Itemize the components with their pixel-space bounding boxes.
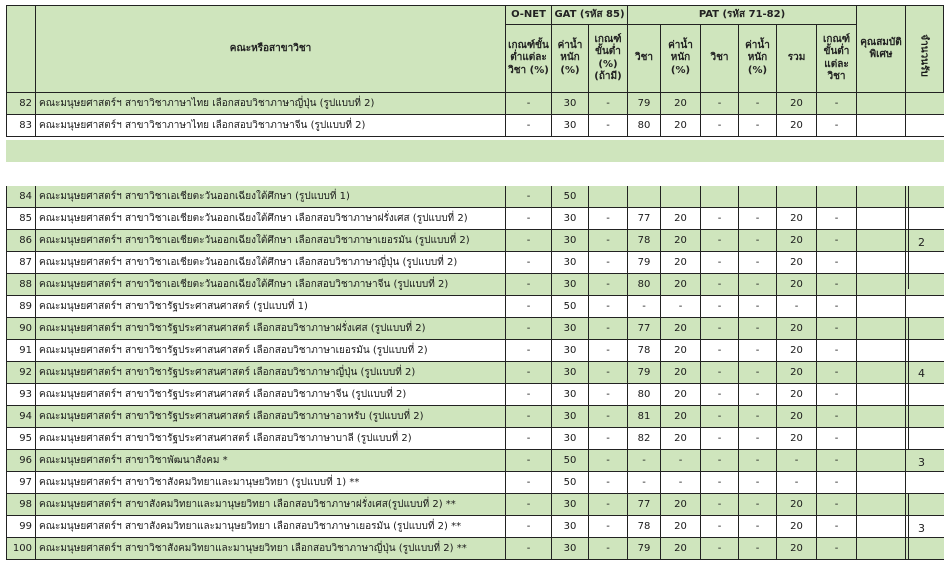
header-pat-weight1: ค่าน้ำหนัก (%) (661, 25, 701, 93)
cell-sp (857, 115, 906, 137)
cell-gw: 30 (552, 115, 589, 137)
cell-q (906, 494, 944, 516)
cell-name: คณะมนุษยศาสตร์ฯ สาขาวิชาพัฒนาสังคม * (36, 450, 506, 472)
cell-w2: - (739, 208, 777, 230)
cell-w2: - (739, 538, 777, 560)
header-faculty: คณะหรือสาขาวิชา (36, 5, 506, 93)
cell-s1: 78 (628, 516, 661, 538)
cell-w2: - (739, 340, 777, 362)
cell-sp (857, 274, 906, 296)
table-row (6, 274, 944, 296)
cell-w2 (739, 186, 777, 208)
cell-s2: - (701, 115, 739, 137)
cell-sp (857, 93, 906, 115)
cell-q (906, 186, 944, 208)
cell-name: คณะมนุษยศาสตร์ฯ สาขาวิชาเอเชียตะวันออกเฉียงใต้ศึกษา เลือกสอบวิชาภาษาฝรั่งเศส (รูปแบบที่ 2) (36, 208, 506, 230)
cell-s2: - (701, 538, 739, 560)
cell-w2: - (739, 450, 777, 472)
table-row (6, 406, 944, 428)
cell-gw: 30 (552, 230, 589, 252)
cell-no: 84 (6, 186, 36, 208)
cell-w1: - (661, 472, 701, 494)
cell-sp (857, 340, 906, 362)
cell-gw: 50 (552, 186, 589, 208)
table-row (6, 516, 944, 538)
header-gat-min: เกณฑ์ขั้นต่ำ (%) (ถ้ามี) (589, 25, 628, 93)
cell-gm: - (589, 93, 628, 115)
cell-onet: - (506, 186, 552, 208)
table-row (6, 538, 944, 560)
cell-q (906, 472, 944, 494)
cell-w1: 20 (661, 93, 701, 115)
cell-s1: 77 (628, 208, 661, 230)
header-quota-label: จำนวนรับ (918, 33, 930, 77)
cell-s2: - (701, 208, 739, 230)
cell-name: คณะมนุษยศาสตร์ฯ สาขาวิชารัฐประศาสนศาสตร์ เลือกสอบวิชาภาษาเยอรมัน (รูปแบบที่ 2) (36, 340, 506, 362)
cell-no: 93 (6, 384, 36, 406)
cell-sp (857, 516, 906, 538)
cell-tot: - (777, 472, 817, 494)
cell-s2: - (701, 252, 739, 274)
cell-sp (857, 428, 906, 450)
quota-value-2: 4 (918, 367, 925, 380)
cell-s2: - (701, 516, 739, 538)
cell-sp (857, 186, 906, 208)
cell-tot: 20 (777, 318, 817, 340)
cell-tot: 20 (777, 252, 817, 274)
cell-s2: - (701, 340, 739, 362)
cell-s2: - (701, 93, 739, 115)
quota-value-4: 3 (918, 522, 925, 535)
cell-pm: - (817, 296, 857, 318)
cell-tot: 20 (777, 340, 817, 362)
cell-w2: - (739, 494, 777, 516)
table-row (6, 208, 944, 230)
header-pat: PAT (รหัส 71-82) (628, 5, 857, 25)
cell-q (906, 93, 944, 115)
cell-w1: 20 (661, 252, 701, 274)
cell-s1: 80 (628, 274, 661, 296)
cell-no: 85 (6, 208, 36, 230)
cell-onet: - (506, 494, 552, 516)
cell-gw: 30 (552, 274, 589, 296)
cell-w2: - (739, 406, 777, 428)
cell-sp (857, 296, 906, 318)
cell-w1: - (661, 296, 701, 318)
cell-s1: 80 (628, 115, 661, 137)
cell-tot: 20 (777, 428, 817, 450)
table-row (6, 186, 944, 208)
cell-name: คณะมนุษยศาสตร์ฯ สาขาวิชาภาษาไทย เลือกสอบวิชาภาษาจีน (รูปแบบที่ 2) (36, 115, 506, 137)
cell-s1: 79 (628, 538, 661, 560)
cell-onet: - (506, 340, 552, 362)
table-row (6, 296, 944, 318)
cell-pm: - (817, 516, 857, 538)
cell-q (906, 230, 944, 252)
cell-no: 94 (6, 406, 36, 428)
cell-name: คณะมนุษยศาสตร์ฯ สาขาวิชาเอเชียตะวันออกเฉียงใต้ศึกษา เลือกสอบวิชาภาษาจีน (รูปแบบที่ 2) (36, 274, 506, 296)
cell-gw: 30 (552, 93, 589, 115)
cell-gw: 50 (552, 450, 589, 472)
cell-name: คณะมนุษยศาสตร์ฯ สาขาวิชาภาษาไทย เลือกสอบวิชาภาษาญี่ปุ่น (รูปแบบที่ 2) (36, 93, 506, 115)
cell-tot: 20 (777, 494, 817, 516)
cell-s1: 79 (628, 93, 661, 115)
cell-onet: - (506, 274, 552, 296)
cell-pm: - (817, 340, 857, 362)
cell-no: 98 (6, 494, 36, 516)
cell-s2: - (701, 450, 739, 472)
cell-gw: 30 (552, 362, 589, 384)
cell-q (906, 362, 944, 384)
cell-onet: - (506, 318, 552, 340)
header-quota-label-wrap (906, 20, 942, 90)
cell-w1: 20 (661, 406, 701, 428)
quota-bracket-4 (906, 493, 909, 559)
cell-w1: 20 (661, 340, 701, 362)
table-row (6, 472, 944, 494)
cell-w2: - (739, 252, 777, 274)
cell-w1: 20 (661, 384, 701, 406)
cell-w1: 20 (661, 428, 701, 450)
cell-gm: - (589, 115, 628, 137)
cell-gm: - (589, 450, 628, 472)
cell-w2: - (739, 516, 777, 538)
cell-name: คณะมนุษยศาสตร์ฯ สาขาวิชารัฐประศาสนศาสตร์ (รูปแบบที่ 1) (36, 296, 506, 318)
cell-s2: - (701, 362, 739, 384)
table-row (6, 384, 944, 406)
cell-gm: - (589, 208, 628, 230)
cell-q (906, 516, 944, 538)
cell-s1: 80 (628, 384, 661, 406)
cell-gm: - (589, 428, 628, 450)
cell-s1 (628, 186, 661, 208)
header-pat-weight2: ค่าน้ำหนัก (%) (739, 25, 777, 93)
cell-gm: - (589, 340, 628, 362)
cell-pm: - (817, 230, 857, 252)
cell-w2: - (739, 362, 777, 384)
cell-tot: - (777, 450, 817, 472)
cell-gm: - (589, 252, 628, 274)
cell-no: 96 (6, 450, 36, 472)
cell-no: 86 (6, 230, 36, 252)
header-special: คุณสมบัติพิเศษ (857, 5, 906, 93)
cell-pm: - (817, 384, 857, 406)
cell-onet: - (506, 406, 552, 428)
cell-q (906, 252, 944, 274)
table-row (6, 318, 944, 340)
cell-onet: - (506, 516, 552, 538)
cell-q (906, 340, 944, 362)
cell-gm: - (589, 230, 628, 252)
cell-onet: - (506, 296, 552, 318)
cell-no: 89 (6, 296, 36, 318)
cell-no: 100 (6, 538, 36, 560)
cell-w2: - (739, 274, 777, 296)
table-row (6, 428, 944, 450)
cell-q (906, 538, 944, 560)
cell-pm: - (817, 115, 857, 137)
quota-value-3: 3 (918, 456, 925, 469)
header-pat-subject1: วิชา (628, 25, 661, 93)
cell-gw: 50 (552, 296, 589, 318)
cell-gm: - (589, 472, 628, 494)
cell-gm: - (589, 406, 628, 428)
cell-w1: 20 (661, 274, 701, 296)
cell-s2: - (701, 406, 739, 428)
cell-tot: 20 (777, 274, 817, 296)
cell-name: คณะมนุษยศาสตร์ฯ สาขาวิชารัฐประศาสนศาสตร์ เลือกสอบวิชาภาษาฝรั่งเศส (รูปแบบที่ 2) (36, 318, 506, 340)
cell-pm: - (817, 428, 857, 450)
cell-gw: 30 (552, 208, 589, 230)
cell-w2: - (739, 230, 777, 252)
header-pat-min: เกณฑ์ขั้นต่ำแต่ละวิชา (817, 25, 857, 93)
cell-name: คณะมนุษยศาสตร์ฯ สาขาสังคมวิทยาและมานุษยวิทยา เลือกสอบวิชาภาษาเยอรมัน (รูปแบบที่ 2) ** (36, 516, 506, 538)
cell-no: 92 (6, 362, 36, 384)
cell-sp (857, 384, 906, 406)
cell-no: 82 (6, 93, 36, 115)
cell-w1: 20 (661, 115, 701, 137)
cell-s1: 77 (628, 318, 661, 340)
cell-q (906, 450, 944, 472)
cell-sp (857, 494, 906, 516)
header-gat: GAT (รหัส 85) (552, 5, 628, 25)
cell-s2: - (701, 428, 739, 450)
cell-gm: - (589, 384, 628, 406)
cell-sp (857, 208, 906, 230)
cell-s1: - (628, 472, 661, 494)
cell-s2: - (701, 472, 739, 494)
cell-sp (857, 450, 906, 472)
cell-w1: - (661, 450, 701, 472)
cell-gm: - (589, 516, 628, 538)
cell-pm: - (817, 494, 857, 516)
cell-onet: - (506, 208, 552, 230)
cell-gm: - (589, 538, 628, 560)
header-onet-min: เกณฑ์ขั้นต่ำแต่ละวิชา (%) (506, 25, 552, 93)
cell-pm: - (817, 318, 857, 340)
cell-s1: 77 (628, 494, 661, 516)
cell-q (906, 296, 944, 318)
cell-name: คณะมนุษยศาสตร์ฯ สาขาวิชาสังคมวิทยาและมานุษยวิทยา เลือกสอบวิชาภาษาญี่ปุ่น (รูปแบบที่ 2) ** (36, 538, 506, 560)
cell-gm: - (589, 318, 628, 340)
cell-w1: 20 (661, 362, 701, 384)
header-gat-weight: ค่าน้ำหนัก (%) (552, 25, 589, 93)
cell-onet: - (506, 450, 552, 472)
cell-sp (857, 318, 906, 340)
cell-w2: - (739, 472, 777, 494)
cell-pm: - (817, 93, 857, 115)
cell-q (906, 318, 944, 340)
cell-s2: - (701, 318, 739, 340)
cell-s1: 78 (628, 340, 661, 362)
cell-gw: 30 (552, 538, 589, 560)
cell-onet: - (506, 428, 552, 450)
cell-w2: - (739, 296, 777, 318)
cell-gw: 30 (552, 318, 589, 340)
table-row (6, 93, 944, 115)
cell-w1: 20 (661, 230, 701, 252)
cell-gw: 30 (552, 516, 589, 538)
cell-gw: 30 (552, 406, 589, 428)
cell-no: 95 (6, 428, 36, 450)
cell-pm: - (817, 252, 857, 274)
cell-s1: 78 (628, 230, 661, 252)
cell-pm: - (817, 472, 857, 494)
cell-sp (857, 362, 906, 384)
cell-no: 83 (6, 115, 36, 137)
header-no (6, 5, 36, 93)
cell-name: คณะมนุษยศาสตร์ฯ สาขาวิชาเอเชียตะวันออกเฉียงใต้ศึกษา เลือกสอบวิชาภาษาเยอรมัน (รูปแบบที่ 2) (36, 230, 506, 252)
cell-pm: - (817, 450, 857, 472)
cell-tot: 20 (777, 516, 817, 538)
cell-s2 (701, 186, 739, 208)
cell-onet: - (506, 538, 552, 560)
cell-name: คณะมนุษยศาสตร์ฯ สาขาวิชารัฐประศาสนศาสตร์ เลือกสอบวิชาภาษาญี่ปุ่น (รูปแบบที่ 2) (36, 362, 506, 384)
cell-tot: 20 (777, 230, 817, 252)
cell-onet: - (506, 230, 552, 252)
cell-no: 88 (6, 274, 36, 296)
table-row (6, 115, 944, 137)
cell-q (906, 208, 944, 230)
cell-pm: - (817, 362, 857, 384)
cell-tot (777, 186, 817, 208)
cell-name: คณะมนุษยศาสตร์ฯ สาขาวิชาเอเชียตะวันออกเฉียงใต้ศึกษา เลือกสอบวิชาภาษาญี่ปุ่น (รูปแบบที่ 2) (36, 252, 506, 274)
cell-tot: 20 (777, 115, 817, 137)
table-row (6, 340, 944, 362)
cell-no: 87 (6, 252, 36, 274)
cell-gm: - (589, 296, 628, 318)
cell-w1: 20 (661, 208, 701, 230)
cell-gw: 50 (552, 472, 589, 494)
cell-s2: - (701, 296, 739, 318)
cell-tot: 20 (777, 362, 817, 384)
cell-s1: 82 (628, 428, 661, 450)
quota-bracket-1 (906, 186, 909, 289)
cell-s1: 79 (628, 252, 661, 274)
cell-gm (589, 186, 628, 208)
cell-pm: - (817, 208, 857, 230)
cell-tot: 20 (777, 406, 817, 428)
cell-w2: - (739, 318, 777, 340)
cell-q (906, 274, 944, 296)
quota-bracket-2 (906, 317, 909, 449)
cell-name: คณะมนุษยศาสตร์ฯ สาขาวิชารัฐประศาสนศาสตร์ เลือกสอบวิชาภาษาบาลี (รูปแบบที่ 2) (36, 428, 506, 450)
cell-pm: - (817, 538, 857, 560)
cell-tot: - (777, 296, 817, 318)
cell-s1: - (628, 296, 661, 318)
cell-sp (857, 406, 906, 428)
table-row (6, 494, 944, 516)
cell-name: คณะมนุษยศาสตร์ฯ สาขาวิชาสังคมวิทยาและมานุษยวิทยา (รูปแบบที่ 1) ** (36, 472, 506, 494)
cell-tot: 20 (777, 208, 817, 230)
cell-name: คณะมนุษยศาสตร์ฯ สาขาวิชาเอเชียตะวันออกเฉียงใต้ศึกษา (รูปแบบที่ 1) (36, 186, 506, 208)
table-row (6, 252, 944, 274)
cell-s2: - (701, 384, 739, 406)
cell-w2: - (739, 115, 777, 137)
cell-w1: 20 (661, 318, 701, 340)
cell-onet: - (506, 472, 552, 494)
cell-s2: - (701, 230, 739, 252)
cell-gw: 30 (552, 428, 589, 450)
cell-no: 99 (6, 516, 36, 538)
cell-onet: - (506, 93, 552, 115)
cell-s1: 79 (628, 362, 661, 384)
cell-no: 97 (6, 472, 36, 494)
cell-name: คณะมนุษยศาสตร์ฯ สาขาวิชารัฐประศาสนศาสตร์ เลือกสอบวิชาภาษาอาหรับ (รูปแบบที่ 2) (36, 406, 506, 428)
header-pat-total: รวม (777, 25, 817, 93)
header-pat-subject2: วิชา (701, 25, 739, 93)
header-onet: O-NET (506, 5, 552, 25)
cell-name: คณะมนุษยศาสตร์ฯ สาขาสังคมวิทยาและมานุษยวิทยา เลือกสอบวิชาภาษาฝรั่งเศส(รูปแบบที่ 2) ** (36, 494, 506, 516)
quota-value-1: 2 (918, 236, 925, 249)
separator-band (6, 140, 944, 162)
cell-q (906, 115, 944, 137)
cell-s1: - (628, 450, 661, 472)
cell-tot: 20 (777, 93, 817, 115)
cell-gm: - (589, 494, 628, 516)
cell-name: คณะมนุษยศาสตร์ฯ สาขาวิชารัฐประศาสนศาสตร์ เลือกสอบวิชาภาษาจีน (รูปแบบที่ 2) (36, 384, 506, 406)
cell-gm: - (589, 362, 628, 384)
cell-onet: - (506, 115, 552, 137)
cell-w2: - (739, 384, 777, 406)
cell-sp (857, 472, 906, 494)
cell-gw: 30 (552, 384, 589, 406)
cell-no: 90 (6, 318, 36, 340)
cell-w1: 20 (661, 516, 701, 538)
cell-w1: 20 (661, 494, 701, 516)
cell-w1: 20 (661, 538, 701, 560)
cell-pm (817, 186, 857, 208)
cell-onet: - (506, 362, 552, 384)
cell-gw: 30 (552, 252, 589, 274)
cell-gw: 30 (552, 494, 589, 516)
cell-s2: - (701, 274, 739, 296)
cell-w1 (661, 186, 701, 208)
cell-no: 91 (6, 340, 36, 362)
table-row (6, 362, 944, 384)
cell-tot: 20 (777, 538, 817, 560)
cell-q (906, 428, 944, 450)
cell-w2: - (739, 93, 777, 115)
cell-pm: - (817, 274, 857, 296)
cell-pm: - (817, 406, 857, 428)
cell-sp (857, 252, 906, 274)
cell-q (906, 406, 944, 428)
cell-s2: - (701, 494, 739, 516)
cell-sp (857, 538, 906, 560)
cell-s1: 81 (628, 406, 661, 428)
cell-q (906, 384, 944, 406)
cell-tot: 20 (777, 384, 817, 406)
table-row (6, 450, 944, 472)
cell-sp (857, 230, 906, 252)
table-row (6, 230, 944, 252)
cell-onet: - (506, 384, 552, 406)
cell-gm: - (589, 274, 628, 296)
cell-gw: 30 (552, 340, 589, 362)
cell-onet: - (506, 252, 552, 274)
cell-w2: - (739, 428, 777, 450)
